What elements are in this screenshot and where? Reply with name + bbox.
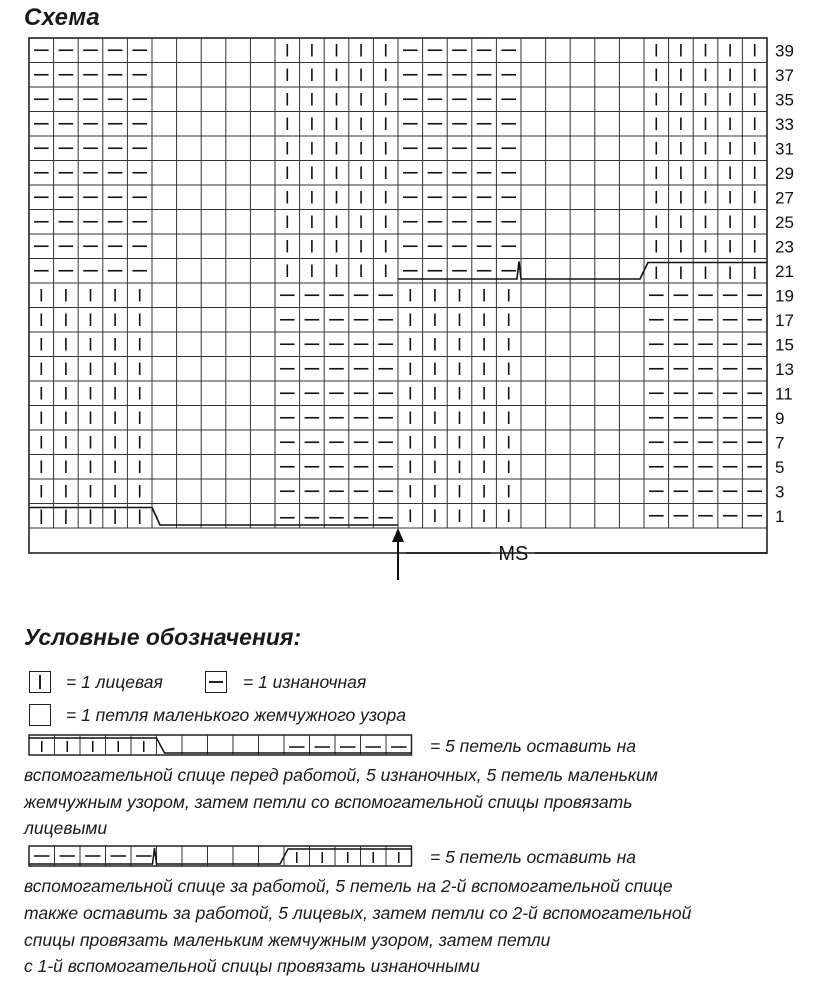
ms-label: MS [498, 543, 529, 565]
row-label: 17 [775, 310, 794, 330]
chart-title: Схема [24, 4, 101, 31]
row-label: 21 [775, 261, 794, 281]
row-label: 29 [775, 163, 794, 183]
legend-title: Условные обозначения: [24, 624, 302, 650]
legend-cable2-line: спицы провязать маленьким жемчужным узором, затем петли [24, 930, 551, 950]
row-label: 1 [775, 506, 785, 526]
row-label: 25 [775, 212, 794, 232]
legend-cable1-line: лицевыми [24, 818, 108, 838]
row-label: 23 [775, 237, 794, 257]
row-label: 39 [775, 41, 794, 61]
legend-seed-text: = 1 петля маленького жемчужного узора [66, 705, 407, 725]
row-label: 37 [775, 65, 794, 85]
legend-cable2-line: также оставить за работой, 5 лицевых, затем петли со 2-й вспомогательной [24, 903, 692, 923]
row-label: 15 [775, 335, 794, 355]
row-label: 35 [775, 90, 794, 110]
row-label: 27 [775, 188, 794, 208]
legend-cable1-line: жемчужным узором, затем петли со вспомогательной спицы провязать [24, 792, 633, 812]
row-label: 33 [775, 114, 794, 134]
legend-cable1-head: = 5 петель оставить на [430, 736, 636, 756]
row-label: 13 [775, 359, 794, 379]
row-label: 7 [775, 433, 785, 453]
row-label: 31 [775, 139, 794, 159]
row-label: 5 [775, 457, 785, 477]
legend-knit-text: = 1 лицевая [66, 672, 163, 692]
legend-cable1-line: вспомогательной спице перед работой, 5 изнаночных, 5 петель маленьким [24, 765, 658, 785]
legend-purl-text: = 1 изнаночная [243, 672, 367, 692]
legend-cable2-line: вспомогательной спице за работой, 5 петель на 2-й вспомогательной спице [24, 876, 673, 896]
row-label: 9 [775, 408, 785, 428]
row-label: 19 [775, 286, 794, 306]
legend-cable2-line: с 1-й вспомогательной спицы провязать изнаночными [24, 956, 480, 976]
row-label: 11 [775, 384, 793, 404]
legend-cable2-head: = 5 петель оставить на [430, 847, 636, 867]
row-label: 3 [775, 482, 785, 502]
